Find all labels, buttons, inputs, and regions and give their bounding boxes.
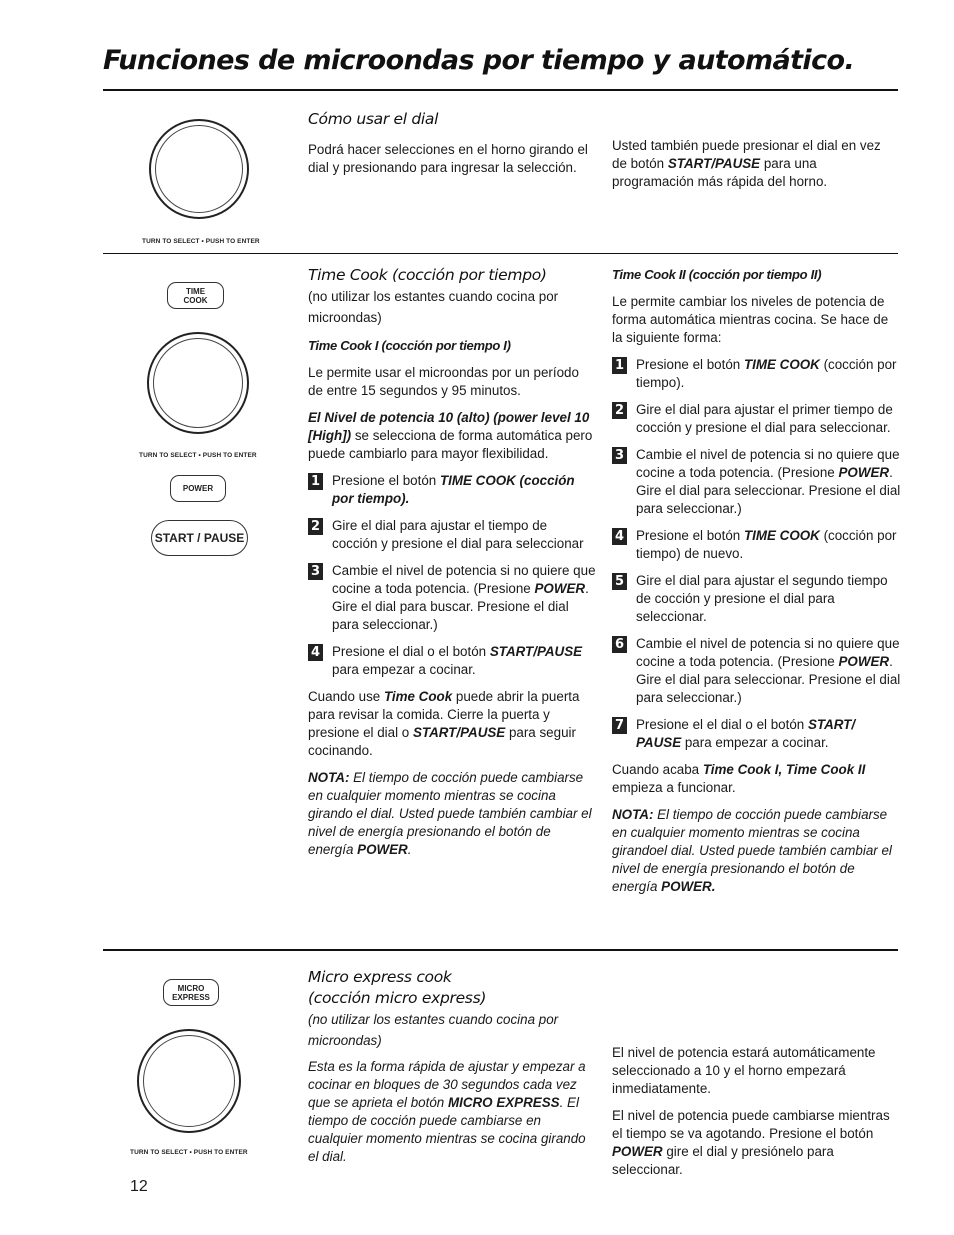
tc1-door-text: Cuando use Time Cook puede abrir la puerta para revisar la comida. Cierre la puerta y presione el dial o START/PAUSE para seguir cocinando. <box>308 689 580 758</box>
tc1-step-3: 3 Cambie el nivel de potencia si no quiere que cocine a toda potencia. (Presione POWER. Gire el dial para buscar. Presione el dial para seleccionar.) <box>308 562 596 634</box>
tc2-heading: Time Cook II (cocción por tiempo II) <box>612 267 822 282</box>
dial-label-1: TURN TO SELECT • PUSH TO ENTER <box>142 238 260 245</box>
dial-label-3: TURN TO SELECT • PUSH TO ENTER <box>130 1149 248 1156</box>
section-rule-2 <box>103 949 898 951</box>
title-rule <box>103 89 898 91</box>
start-pause-button[interactable]: START / PAUSE <box>151 520 248 556</box>
step-number-1: 1 <box>308 473 323 490</box>
control-dial-2[interactable] <box>147 332 249 434</box>
tc2-step-6: 6 Cambie el nivel de potencia si no quiere que cocine a toda potencia. (Presione POWER. Gire el dial para seleccionar. Presione el dial para seleccionar.) <box>612 635 902 707</box>
tc1-intro: Le permite usar el microondas por un período de entre 15 segundos y 95 minutos. <box>308 365 579 398</box>
tc2-step-7: 7 Presione el el dial o el botón START/ PAUSE para empezar a cocinar. <box>612 716 902 752</box>
tc2-step-1: 1 Presione el botón TIME COOK (cocción por tiempo). <box>612 356 902 392</box>
time-cook-button[interactable]: TIME COOK <box>167 282 224 309</box>
section-rule-1 <box>103 253 898 254</box>
tc2-intro: Le permite cambiar los niveles de potencia de forma automática mientras cocina. Se hace de la siguiente forma: <box>612 294 889 345</box>
step-number-3: 3 <box>308 563 323 580</box>
time-cook-heading: Time Cook (cocción por tiempo) <box>308 266 547 284</box>
tc2-step-3: 3 Cambie el nivel de potencia si no quiere que cocine a toda potencia. (Presione POWER. Gire el dial para seleccionar. Presione el dial para seleccionar.) <box>612 446 902 518</box>
dial-label-2: TURN TO SELECT • PUSH TO ENTER <box>139 452 257 459</box>
page-title: Funciones de microondas por tiempo y automático. <box>103 45 855 76</box>
micro-express-right-2: El nivel de potencia puede cambiarse mientras el tiempo se va agotando. Presione el botón POWER gire el dial y presiónelo para seleccionar. <box>612 1108 890 1177</box>
step-number-2: 2 <box>308 518 323 535</box>
dial-left-text: Podrá hacer selecciones en el horno girando el dial y presionando para ingresar la selección. <box>308 142 588 175</box>
tc1-nota: NOTA: El tiempo de cocción puede cambiarse en cualquier momento mientras se cocina girando el dial. Usted puede también cambiar el nivel de energía presionando el botón de energía POWER. <box>308 770 592 857</box>
tc1-step-4: 4 Presione el dial o el botón START/PAUSE para empezar a cocinar. <box>308 643 596 679</box>
tc2-end-text: Cuando acaba Time Cook I, Time Cook II empieza a funcionar. <box>612 762 866 795</box>
tc2-nota: NOTA: El tiempo de cocción puede cambiarse en cualquier momento mientras se cocina girandoel dial. Usted puede también cambiar el nivel de energía presionando el botón de energía POWER. <box>612 807 892 894</box>
tc1-step-2: 2 Gire el dial para ajustar el tiempo de cocción y presione el dial para seleccionar <box>308 517 596 553</box>
page-number: 12 <box>130 1178 148 1195</box>
power-button[interactable]: POWER <box>170 475 226 502</box>
tc2-step-4: 4 Presione el botón TIME COOK (cocción por tiempo) de nuevo. <box>612 527 902 563</box>
tc2-step-5: 5 Gire el dial para ajustar el segundo tiempo de cocción y presione el dial para seleccionar. <box>612 572 902 626</box>
tc1-step-1: 1 Presione el botón TIME COOK (cocción por tiempo). <box>308 472 596 508</box>
micro-express-button[interactable]: MICRO EXPRESS <box>163 979 219 1006</box>
time-cook-shelves-note: (no utilizar los estantes cuando cocina por microondas) <box>308 289 559 325</box>
micro-express-shelves-note: (no utilizar los estantes cuando cocina por microondas) <box>308 1012 559 1048</box>
control-dial-1[interactable] <box>149 119 249 219</box>
step-number-4: 4 <box>308 644 323 661</box>
micro-express-heading-2: (cocción micro express) <box>308 989 487 1007</box>
tc2-step-2: 2 Gire el dial para ajustar el primer tiempo de cocción y presione el dial para seleccionar. <box>612 401 902 437</box>
control-dial-3[interactable] <box>137 1029 241 1133</box>
micro-express-right-1: El nivel de potencia estará automáticamente seleccionado a 10 y el horno empezará inmediatamente. <box>612 1045 876 1096</box>
tc1-power-text: El Nivel de potencia 10 (alto) (power level 10 [High]) se selecciona de forma automática pero puede cambiarlo para mayor flexibilidad. <box>308 410 593 461</box>
dial-heading: Cómo usar el dial <box>308 110 439 128</box>
dial-right-text: Usted también puede presionar el dial en vez de botón START/PAUSE para una programación más rápida del horno. <box>612 138 881 189</box>
micro-express-heading-1: Micro express cook <box>308 968 452 986</box>
micro-express-intro: Esta es la forma rápida de ajustar y empezar a cocinar en bloques de 30 segundos cada vez que se aprieta el botón MICRO EXPRESS. El tiempo de cocción puede cambiarse en cualquier momento mientras se cocina girando el dial. <box>308 1059 586 1164</box>
tc1-heading: Time Cook I (cocción por tiempo I) <box>308 338 511 353</box>
